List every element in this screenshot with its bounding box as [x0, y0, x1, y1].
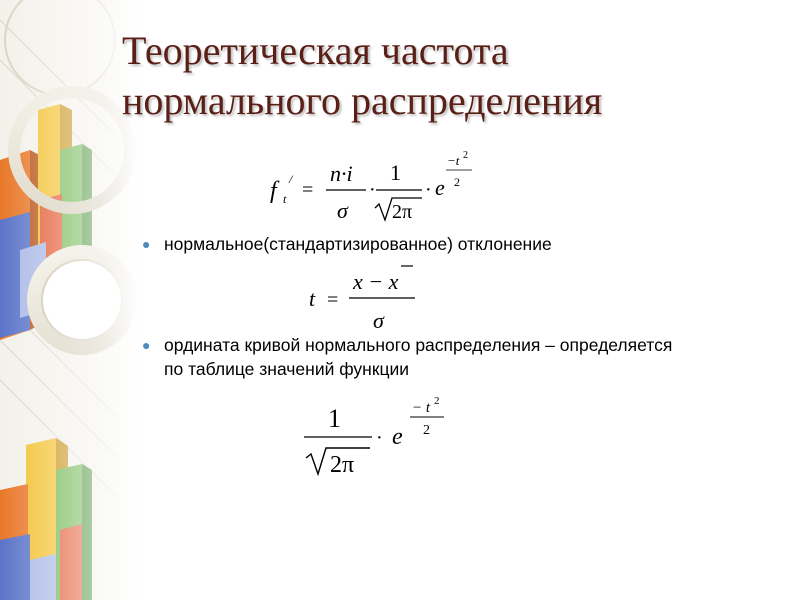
numerator-one: 1 — [390, 160, 401, 185]
exponential-e: e — [435, 175, 445, 200]
slide-title-line-2: нормального распределения — [122, 78, 603, 123]
t-symbol: t — [309, 286, 316, 311]
bullet-normal-curve-ordinate — [142, 333, 772, 381]
bullet-text-line-1: ордината кривой нормального распределения – определяется — [164, 335, 673, 355]
slide-title — [122, 26, 782, 126]
bullet-dot-icon: ● — [142, 337, 151, 353]
denominator-sigma: σ — [373, 308, 384, 333]
formula-normal-density-function — [300, 392, 460, 482]
exponent-numerator: −t — [447, 153, 460, 168]
bullet-text-line-2: по таблице значений функции — [164, 359, 410, 379]
numerator-one: 1 — [328, 404, 341, 433]
formula-standardized-deviation — [305, 262, 435, 334]
dot-operator: · — [376, 427, 383, 449]
formula-theoretical-frequency — [262, 148, 492, 228]
exponent-power: 2 — [463, 150, 468, 161]
exponent-power: 2 — [434, 395, 440, 407]
dot-operator-2: · — [425, 179, 432, 201]
decorative-bar-chart-graphic — [0, 0, 140, 600]
exponential-e: e — [392, 424, 403, 450]
equals-sign: = — [302, 179, 314, 201]
equals-sign: = — [327, 289, 339, 311]
denominator-two-pi: 2π — [330, 452, 355, 478]
dot-operator-1: · — [369, 179, 376, 201]
bullet-text: нормальное(стандартизированное) отклонение — [164, 234, 552, 254]
exponent-denominator: 2 — [423, 423, 430, 438]
denominator-sigma: σ — [337, 198, 348, 223]
bullet-dot-icon: ● — [142, 236, 151, 252]
f-subscript-t: t — [283, 192, 287, 206]
f-symbol: f — [270, 178, 277, 204]
denominator-two-pi: 2π — [392, 201, 413, 223]
exponent-numerator: − t — [412, 400, 431, 416]
numerator-n-i: n·i — [330, 161, 353, 186]
numerator-x-minus-xbar: x − x — [353, 269, 399, 294]
slide-title-line-1: Теоретическая частота — [122, 28, 509, 73]
exponent-denominator: 2 — [454, 175, 460, 189]
f-prime: / — [289, 172, 293, 186]
bullet-standardized-deviation — [142, 232, 762, 256]
